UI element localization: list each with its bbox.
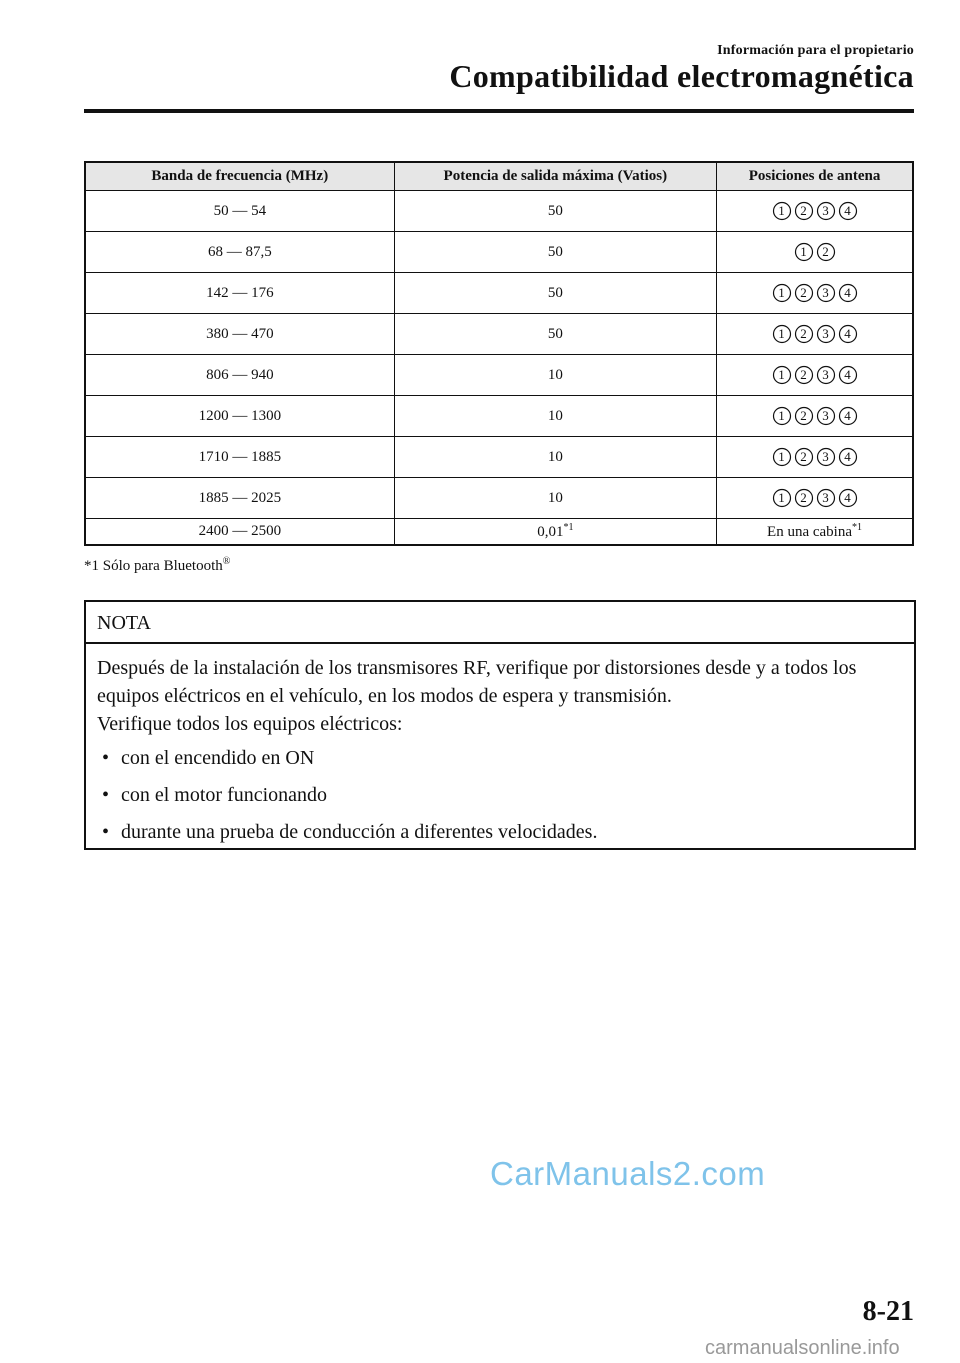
antenna-cell [717,519,913,546]
power-cell: 50 [394,191,716,232]
antenna-position-icon [838,447,858,467]
list-item [97,781,903,809]
list-item-text: con el motor funcionando [121,784,328,806]
antenna-position-icon [794,324,814,344]
footnote-mark: *1 [563,522,574,533]
power-cell: 10 [394,437,716,478]
power-cell: 50 [394,314,716,355]
band-cell: 68 ― 87,5 [85,232,394,273]
antenna-positions [772,488,858,508]
table-row [85,191,913,232]
band-cell: 2400 ― 2500 [85,519,394,546]
antenna-position-icon [816,201,836,221]
note-heading: NOTA [86,602,914,644]
note-box [84,600,916,850]
antenna-number: 4 [844,285,851,300]
note-paragraph: Después de la instalación de los transmisores RF, verifique por distorsiones desde y a todos los equipos eléctricos en el vehículo, en los modos de espera y transmisión. [97,657,857,707]
frequency-table [84,161,914,546]
band-cell: 50 ― 54 [85,191,394,232]
note-bullet-list [97,744,903,846]
table-row [85,273,913,314]
antenna-position-icon [794,365,814,385]
antenna-number: 4 [844,490,851,505]
antenna-number: 2 [822,244,829,259]
list-item-text: con el encendido en ON [121,747,315,769]
antenna-position-icon [838,324,858,344]
antenna-number: 3 [822,285,829,300]
antenna-position-icon [772,324,792,344]
antenna-number: 4 [844,326,851,341]
table-body [85,191,913,519]
power-value: 0,01 [537,524,564,540]
position-text: En una cabina [767,524,852,540]
antenna-number: 3 [822,408,829,423]
antenna-number: 3 [822,203,829,218]
list-item-text: durante una prueba de conducción a diferentes velocidades. [121,821,598,843]
list-item [97,744,903,772]
table-row [85,519,913,546]
power-cell [394,519,716,546]
antenna-number: 1 [778,449,785,464]
antenna-positions [772,201,858,221]
antenna-positions [772,324,858,344]
antenna-position-icon [772,365,792,385]
antenna-cell [717,232,913,273]
antenna-position-icon [838,488,858,508]
antenna-position-icon [794,283,814,303]
band-cell: 806 ― 940 [85,355,394,396]
antenna-position-icon [772,406,792,426]
footnote-mark: *1 [852,522,862,533]
bullet-icon: • [102,821,110,843]
band-cell: 380 ― 470 [85,314,394,355]
antenna-position-icon [838,201,858,221]
antenna-positions [772,406,858,426]
section-label: Información para el propietario [717,43,914,58]
antenna-number: 3 [822,449,829,464]
column-header-band: Banda de frecuencia (MHz) [85,162,394,191]
antenna-number: 2 [800,449,807,464]
table-row [85,314,913,355]
column-header-antenna: Posiciones de antena [717,162,913,191]
antenna-number: 3 [822,367,829,382]
antenna-position-icon [838,406,858,426]
bullet-icon: • [102,747,110,769]
site-footer: carmanualsonline.info [705,1337,900,1359]
antenna-number: 2 [800,408,807,423]
table-row [85,478,913,519]
table-row [85,355,913,396]
antenna-number: 4 [844,367,851,382]
antenna-cell [717,437,913,478]
antenna-positions [772,283,858,303]
antenna-position-icon [772,447,792,467]
antenna-number: 2 [800,490,807,505]
antenna-position-icon [838,283,858,303]
antenna-cell [717,191,913,232]
antenna-positions [794,242,836,262]
note-body [86,644,914,846]
antenna-cell [717,355,913,396]
page-number: 8-21 [862,1296,914,1327]
bullet-icon: • [102,784,110,806]
column-header-power: Potencia de salida máxima (Vatios) [394,162,716,191]
table-header-row [85,162,913,191]
power-cell: 50 [394,273,716,314]
antenna-number: 2 [800,203,807,218]
table-row [85,232,913,273]
antenna-position-icon [772,201,792,221]
power-cell: 10 [394,355,716,396]
table-row [85,396,913,437]
antenna-position-icon [794,242,814,262]
antenna-cell [717,478,913,519]
antenna-position-icon [816,406,836,426]
antenna-number: 1 [778,490,785,505]
power-cell: 50 [394,232,716,273]
antenna-number: 4 [844,408,851,423]
band-cell: 1710 ― 1885 [85,437,394,478]
antenna-number: 4 [844,203,851,218]
antenna-position-icon [794,201,814,221]
power-cell: 10 [394,396,716,437]
antenna-position-icon [794,406,814,426]
antenna-cell [717,396,913,437]
antenna-position-icon [838,365,858,385]
antenna-number: 2 [800,285,807,300]
antenna-number: 1 [778,203,785,218]
antenna-number: 2 [800,367,807,382]
antenna-position-icon [816,365,836,385]
page-title: Compatibilidad electromagnética [449,58,914,94]
antenna-position-icon [772,488,792,508]
watermark: CarManuals2.com [490,1155,766,1192]
antenna-position-icon [816,283,836,303]
footnote-text: *1 Sólo para Bluetooth [84,558,223,574]
list-item [97,818,903,846]
antenna-position-icon [816,242,836,262]
antenna-position-icon [816,324,836,344]
footnote [84,556,230,575]
antenna-cell [717,314,913,355]
antenna-position-icon [794,447,814,467]
antenna-number: 1 [778,408,785,423]
antenna-positions [772,447,858,467]
registered-mark: ® [222,556,231,567]
table-row [85,437,913,478]
antenna-number: 3 [822,326,829,341]
antenna-position-icon [772,283,792,303]
antenna-number: 3 [822,490,829,505]
header-divider [84,109,914,113]
antenna-position-icon [816,447,836,467]
antenna-position-icon [794,488,814,508]
note-paragraph: Verifique todos los equipos eléctricos: [97,713,403,735]
band-cell: 1885 ― 2025 [85,478,394,519]
power-cell: 10 [394,478,716,519]
band-cell: 1200 ― 1300 [85,396,394,437]
band-cell: 142 ― 176 [85,273,394,314]
antenna-position-icon [816,488,836,508]
antenna-positions [772,365,858,385]
antenna-cell [717,273,913,314]
antenna-number: 1 [778,285,785,300]
antenna-number: 1 [800,244,807,259]
antenna-number: 1 [778,367,785,382]
antenna-number: 2 [800,326,807,341]
antenna-number: 1 [778,326,785,341]
antenna-number: 4 [844,449,851,464]
